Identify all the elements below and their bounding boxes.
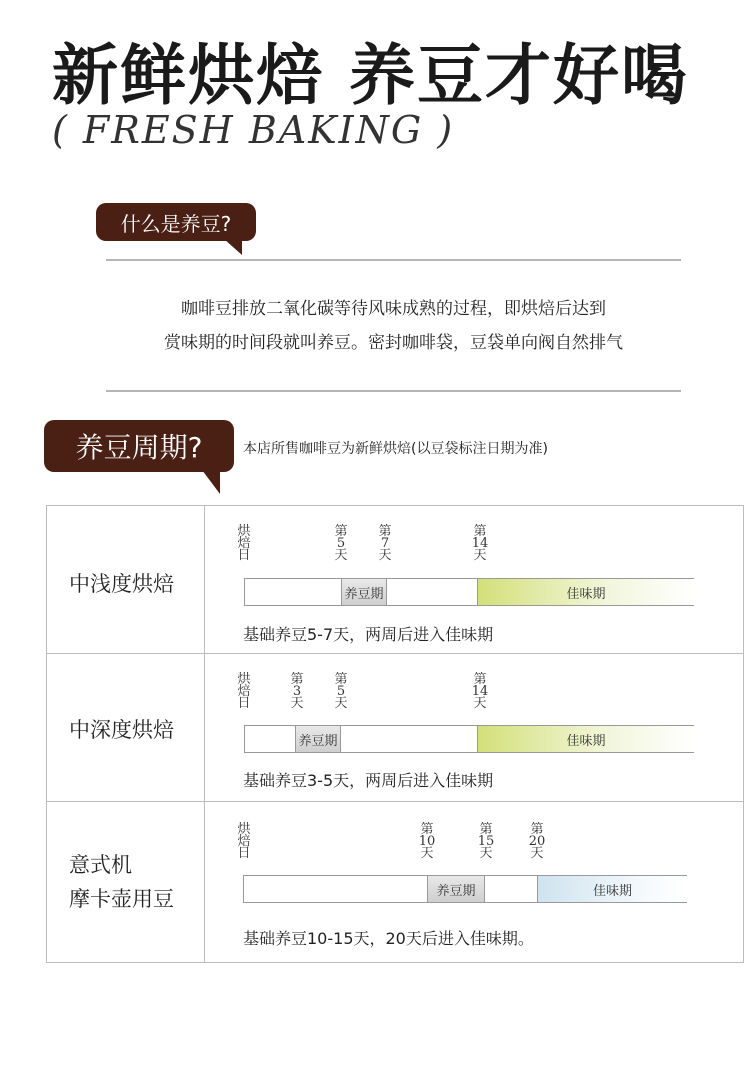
table-row-light-medium	[47, 506, 743, 654]
day-label: 第 3 天	[290, 672, 304, 711]
roast-label: 中浅度烘焙	[69, 572, 174, 596]
table-row-espresso-moka	[47, 802, 743, 962]
day-label: 第 10 天	[418, 822, 436, 861]
divider-bottom	[106, 390, 681, 392]
day-label: 第 20 天	[528, 822, 546, 861]
timeline-bar	[244, 578, 694, 606]
row-description: 基础养豆5-7天，两周后进入佳味期	[243, 625, 494, 644]
day-label: 第 14 天	[471, 672, 489, 711]
what-is-yangdou-bubble: 什么是养豆?	[96, 203, 256, 241]
freshness-note: 本店所售咖啡豆为新鲜烘焙(以豆袋标注日期为准)	[243, 441, 548, 457]
day-label-roast-day: 烘 焙 日	[237, 524, 251, 563]
yangdou-period-segment: 养豆期	[427, 876, 485, 902]
row-description: 基础养豆10-15天，20天后进入佳味期。	[243, 929, 534, 948]
divider-top	[106, 259, 681, 261]
yangdou-period-segment: 养豆期	[341, 579, 387, 605]
roast-cycle-table	[46, 505, 744, 963]
day-label: 第 7 天	[378, 524, 392, 563]
cycle-bubble: 养豆周期?	[44, 420, 234, 472]
row-description: 基础养豆3-5天，两周后进入佳味期	[243, 771, 494, 790]
roast-label: 中深度烘焙	[69, 718, 174, 742]
roast-label: 意式机 摩卡壶用豆	[69, 853, 174, 911]
best-flavor-segment: 佳味期	[477, 726, 694, 752]
table-row-medium-dark	[47, 654, 743, 802]
day-label-roast-day: 烘 焙 日	[237, 822, 251, 861]
page-title: 新鲜烘焙 养豆才好喝	[52, 37, 689, 114]
day-label: 第 5 天	[334, 524, 348, 563]
page-subtitle: ( FRESH BAKING )	[52, 108, 455, 152]
day-label: 第 15 天	[477, 822, 495, 861]
timeline-bar	[243, 875, 687, 903]
yangdou-period-segment: 养豆期	[295, 726, 341, 752]
day-label-roast-day: 烘 焙 日	[237, 672, 251, 711]
timeline-bar	[244, 725, 694, 753]
intro-line-2: 赏味期的时间段就叫养豆。密封咖啡袋，豆袋单向阀自然排气	[164, 333, 623, 353]
day-label: 第 14 天	[471, 524, 489, 563]
best-flavor-segment: 佳味期	[477, 579, 694, 605]
best-flavor-segment: 佳味期	[537, 876, 687, 902]
intro-line-1: 咖啡豆排放二氧化碳等待风味成熟的过程，即烘焙后达到	[181, 299, 606, 319]
day-label: 第 5 天	[334, 672, 348, 711]
